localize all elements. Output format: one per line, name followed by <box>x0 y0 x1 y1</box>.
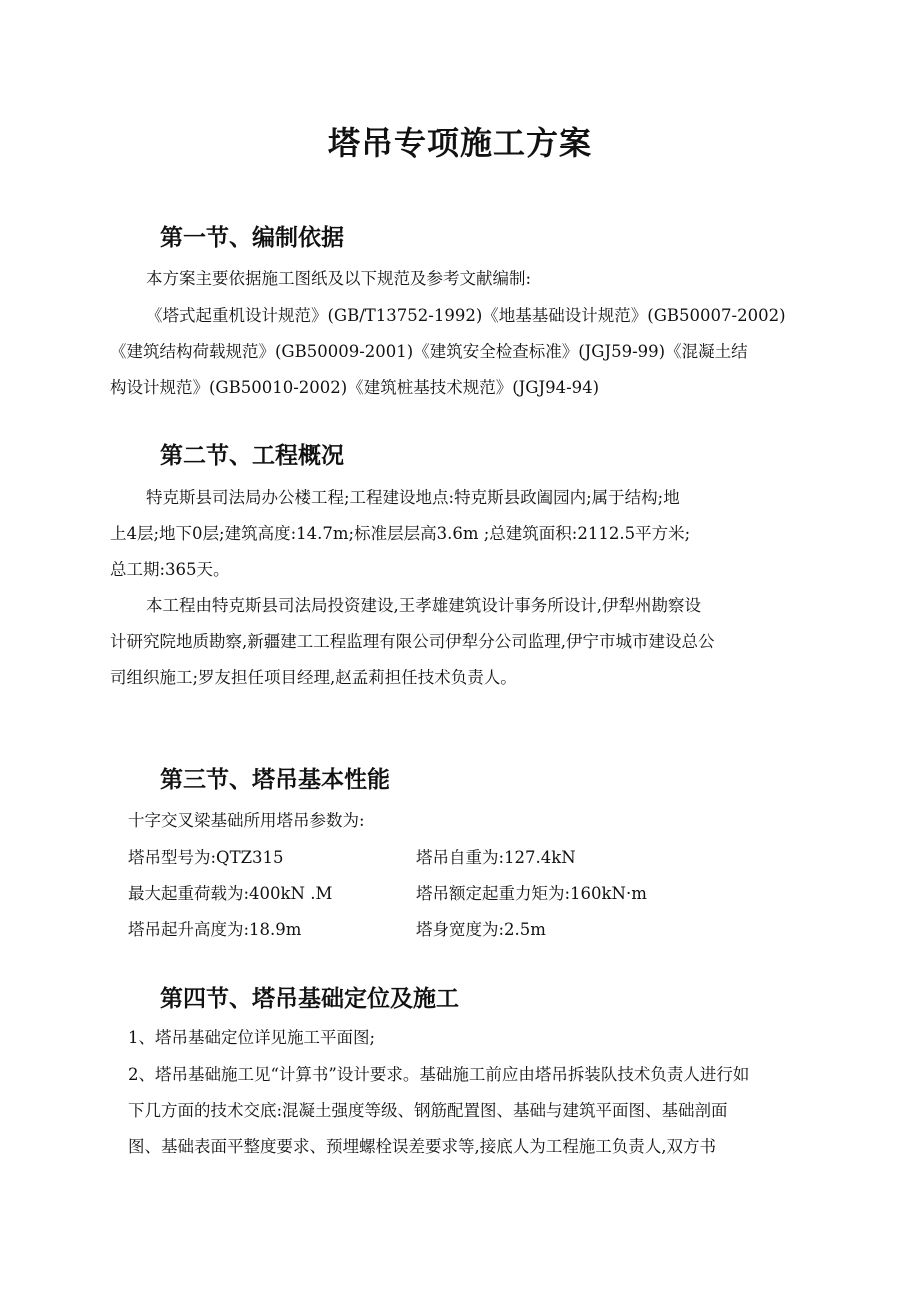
section-heading-1: 第一节、编制依据 <box>160 224 344 251</box>
param-lift-height: 塔吊起升高度为:18.9m <box>128 920 302 939</box>
param-tower-model: 塔吊型号为:QTZ315 <box>128 848 284 867</box>
param-self-weight: 塔吊自重为:127.4kN <box>416 848 576 867</box>
param-max-load: 最大起重荷载为:400kN .M <box>128 884 333 903</box>
params-intro: 十字交叉梁基础所用塔吊参数为: <box>128 811 365 830</box>
paragraph-line: 计研究院地质勘察,新疆建工工程监理有限公司伊犁分公司监理,伊宁市城市建设总公 <box>110 632 715 651</box>
paragraph-line: 下几方面的技术交底:混凝土强度等级、钢筋配置图、基础与建筑平面图、基础剖面 <box>128 1101 728 1120</box>
section-heading-2: 第二节、工程概况 <box>160 442 344 469</box>
paragraph-line: 2、塔吊基础施工见“计算书”设计要求。基础施工前应由塔吊拆装队技术负责人进行如 <box>128 1065 750 1084</box>
paragraph-line: 上4层;地下0层;建筑高度:14.7m;标准层层高3.6m ;总建筑面积:2112.5平方米; <box>110 524 691 543</box>
param-rated-moment: 塔吊额定起重力矩为:160kN·m <box>416 884 647 903</box>
param-body-width: 塔身宽度为:2.5m <box>416 920 546 939</box>
paragraph-line: 图、基础表面平整度要求、预埋螺栓误差要求等,接底人为工程施工负责人,双方书 <box>128 1137 716 1156</box>
paragraph-line: 总工期:365天。 <box>110 560 230 579</box>
section-heading-4: 第四节、塔吊基础定位及施工 <box>160 985 459 1012</box>
paragraph-line: 特克斯县司法局办公楼工程;工程建设地点:特克斯县政阖园内;属于结构;地 <box>146 488 680 507</box>
paragraph-line: 司组织施工;罗友担任项目经理,赵孟莉担任技术负责人。 <box>110 668 517 687</box>
paragraph-line: 《塔式起重机设计规范》(GB/T13752-1992)《地基基础设计规范》(GB50007-2002) <box>146 306 786 325</box>
paragraph-line: 本方案主要依据施工图纸及以下规范及参考文献编制: <box>146 269 532 288</box>
paragraph-line: 1、塔吊基础定位详见施工平面图; <box>128 1028 376 1047</box>
document-title: 塔吊专项施工方案 <box>327 124 592 162</box>
section-heading-3: 第三节、塔吊基本性能 <box>160 766 390 793</box>
paragraph-line: 本工程由特克斯县司法局投资建设,王孝雄建筑设计事务所设计,伊犁州勘察设 <box>146 596 701 615</box>
paragraph-line: 《建筑结构荷载规范》(GB50009-2001)《建筑安全检查标准》(JGJ59-99)《混凝土结 <box>110 342 748 361</box>
paragraph-line: 构设计规范》(GB50010-2002)《建筑桩基技术规范》(JGJ94-94) <box>110 378 600 397</box>
